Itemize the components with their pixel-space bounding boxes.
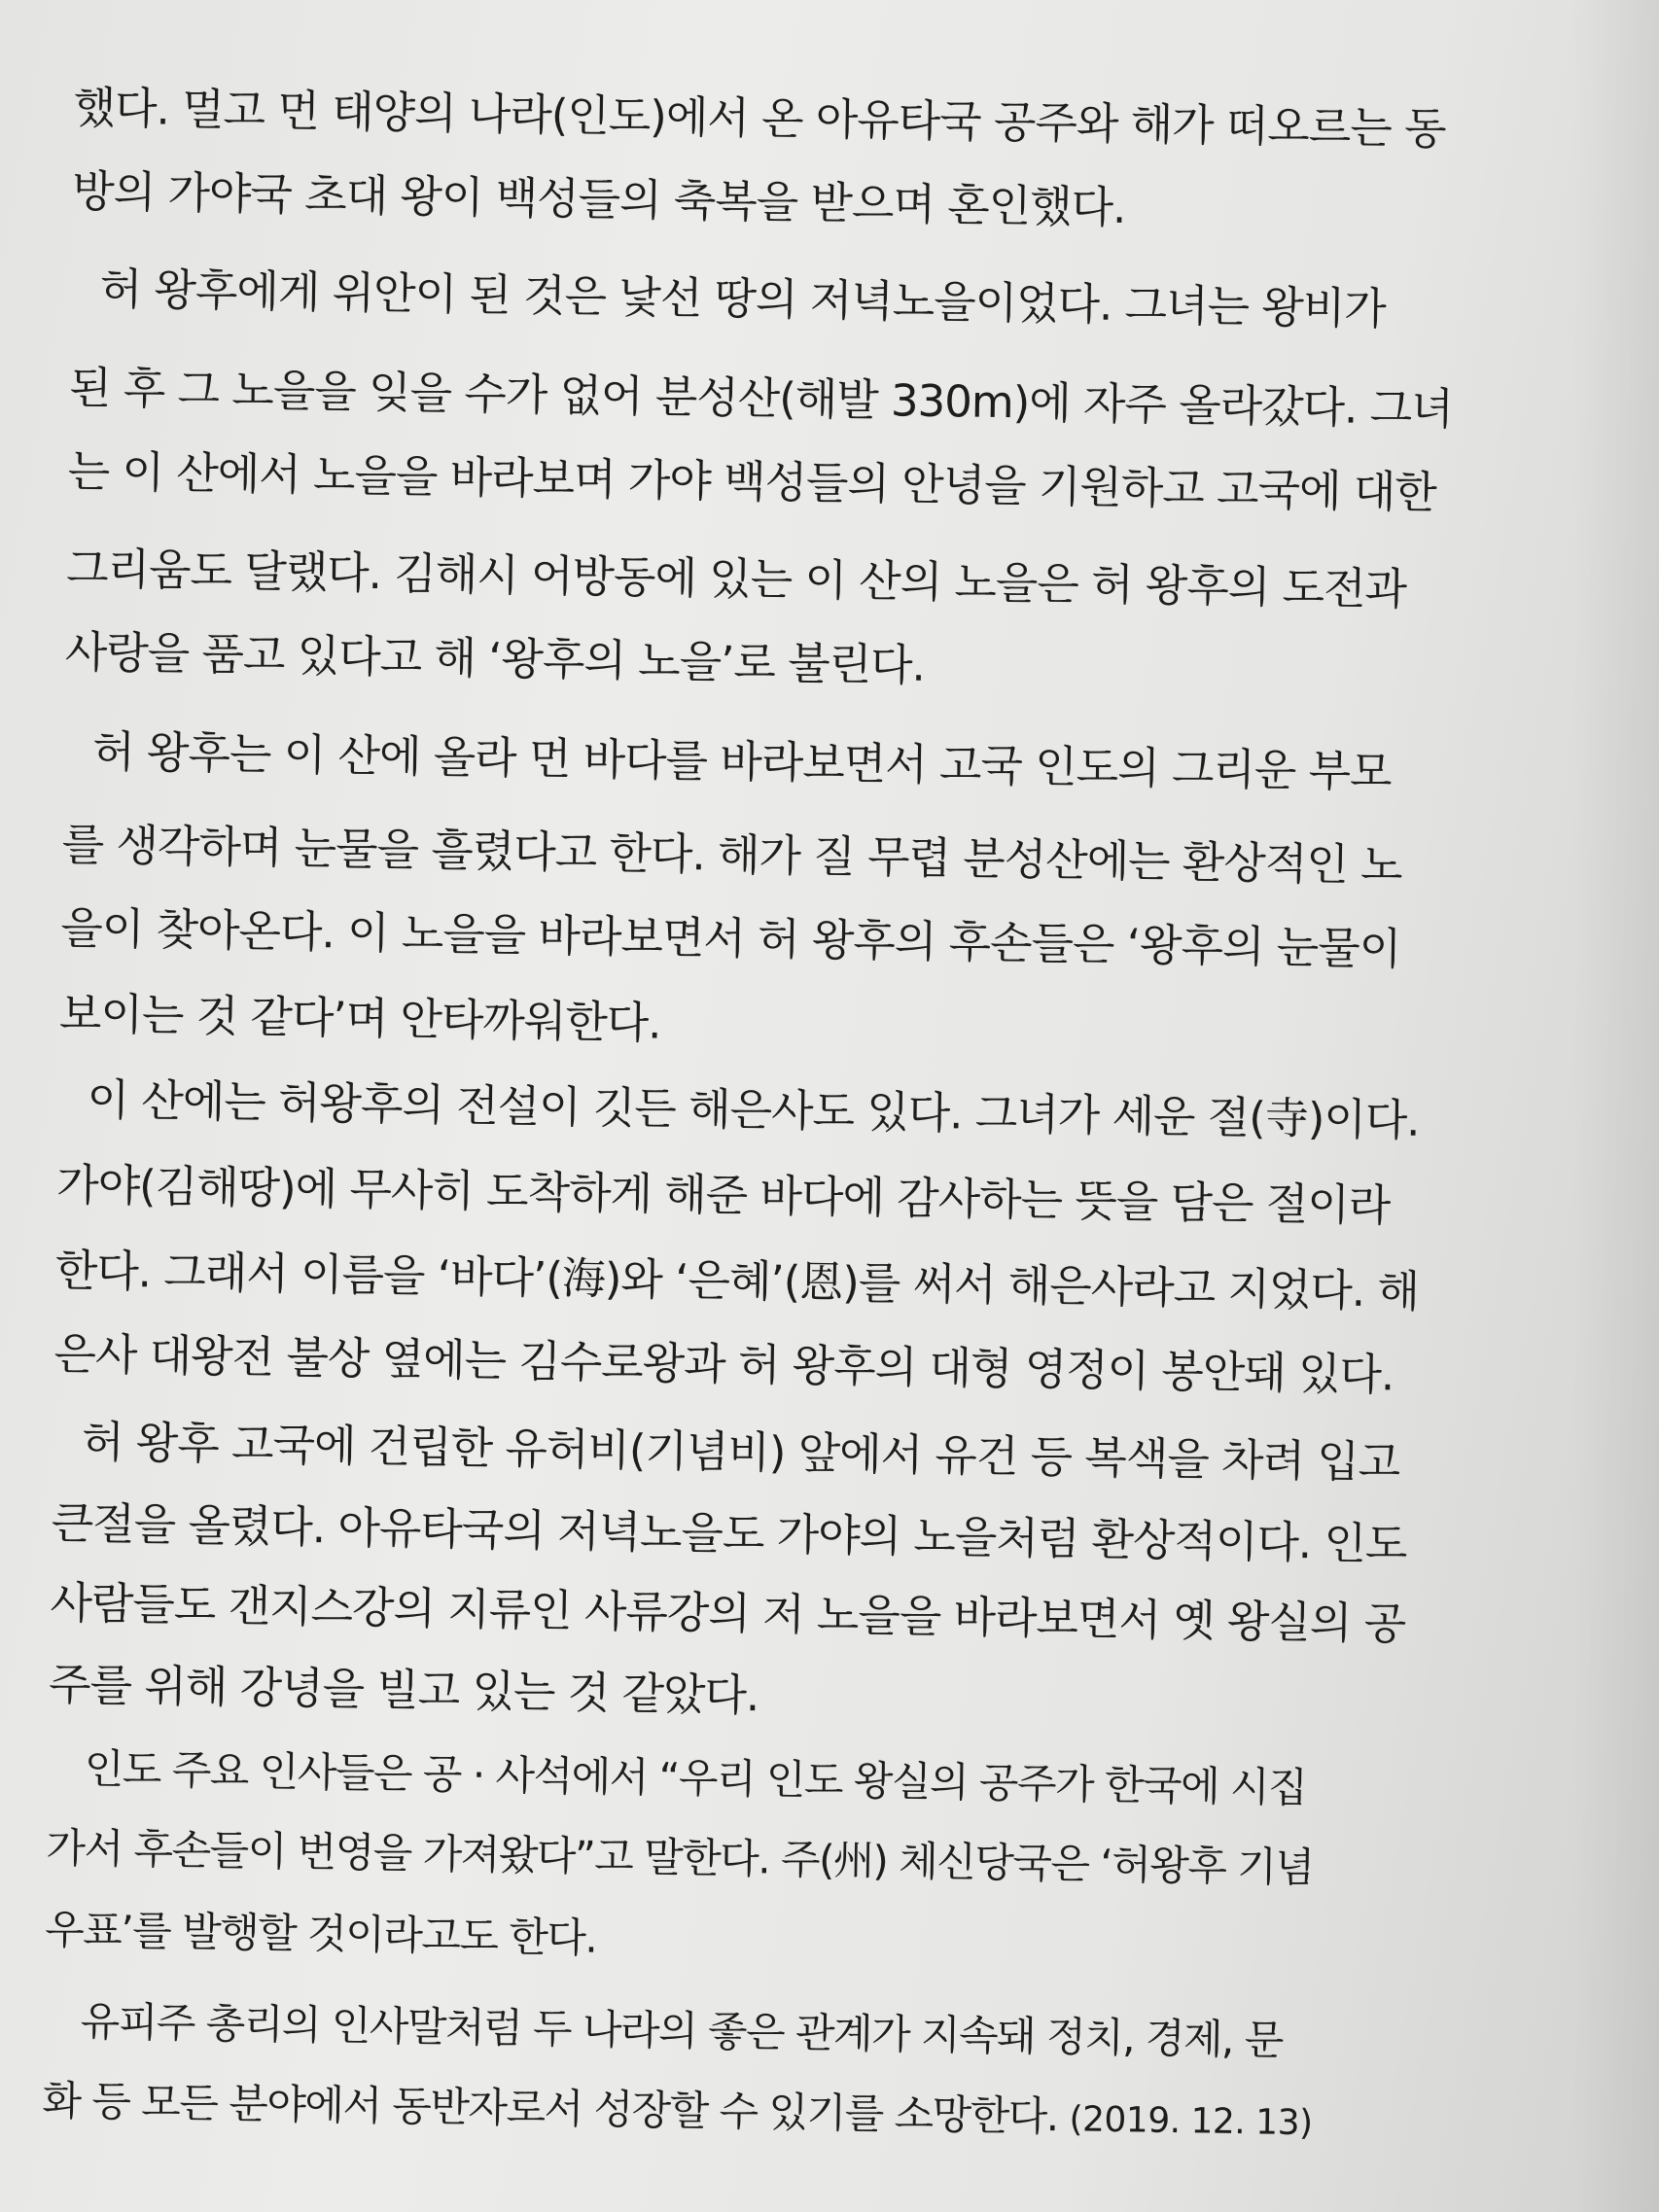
text-line-4: 된 후 그 노을을 잊을 수가 없어 분성산(해발 330m)에 자주 올라갔다. 그녀	[68, 361, 1454, 436]
text-line-15: 은사 대왕전 불상 옆에는 김수로왕과 허 왕후의 대형 영정이 봉안돼 있다.	[53, 1327, 1394, 1401]
text-line-22: 우표’를 발행할 것이라고도 한다.	[44, 1905, 597, 1962]
text-line-7: 사랑을 품고 있다고 해 ‘왕후의 노을’로 불린다.	[64, 625, 926, 691]
body-text	[42, 82, 1610, 2144]
text-line-23: 유피주 총리의 인사말처럼 두 나라의 좋은 관계가 지속돼 정치, 경제, 문	[80, 1997, 1284, 2064]
text-line-11: 보이는 것 같다’며 안타까워한다.	[58, 987, 661, 1049]
text-line-13: 가야(김해땅)에 무사히 도착하게 해준 바다에 감사하는 뜻을 담은 절이라	[55, 1158, 1391, 1232]
text-line-9: 를 생각하며 눈물을 흘렸다고 한다. 해가 질 무렵 분성산에는 환상적인 노	[61, 818, 1402, 892]
text-line-10: 을이 찾아온다. 이 노을을 바라보면서 허 왕후의 후손들은 ‘왕후의 눈물이	[59, 901, 1401, 975]
text-line-3: 허 왕후에게 위안이 된 것은 낯선 땅의 저녁노을이었다. 그녀는 왕비가	[99, 263, 1387, 335]
date-label: (2019. 12. 13)	[1069, 2099, 1313, 2144]
text-line-8: 허 왕후는 이 산에 올라 먼 바다를 바라보면서 고국 인도의 그리운 부모	[91, 725, 1393, 798]
page-shadow	[1571, 0, 1659, 2212]
text-line-14: 한다. 그래서 이름을 ‘바다’(海)와 ‘은혜’(恩)를 써서 해은사라고 지었다. 해	[54, 1244, 1420, 1317]
text-line-19: 주를 위해 강녕을 빌고 있는 것 같았다.	[48, 1658, 759, 1722]
text-line-5: 는 이 산에서 노을을 바라보며 가야 백성들의 안녕을 기원하고 고국에 대한	[67, 444, 1437, 519]
text-line-1: 했다. 멀고 먼 태양의 나라(인도)에서 온 아유타국 공주와 해가 떠오르는 동	[73, 82, 1446, 156]
text-line-2: 방의 가야국 초대 왕이 백성들의 축복을 받으며 혼인했다.	[71, 164, 1126, 233]
text-line-24	[42, 2076, 1313, 2144]
text-line-18: 사람들도 갠지스강의 지류인 사류강의 저 노을을 바라보면서 옛 왕실의 공	[50, 1576, 1406, 1650]
text-line-17: 큰절을 올렸다. 아유타국의 저녁노을도 가야의 노을처럼 환상적이다. 인도	[51, 1496, 1407, 1570]
text-line-16: 허 왕후 고국에 건립한 유허비(기념비) 앞에서 유건 등 복색을 차려 입고	[81, 1416, 1400, 1489]
text-line-6: 그리움도 달랬다. 김해시 어방동에 있는 이 산의 노을은 허 왕후의 도전과	[65, 542, 1407, 615]
closing-sentence: 화 등 모든 분야에서 동반자로서 성장할 수 있기를 소망한다.	[42, 2076, 1059, 2141]
text-line-12: 이 산에는 허왕후의 전설이 깃든 해은사도 있다. 그녀가 세운 절(寺)이다.	[87, 1073, 1421, 1146]
text-line-21: 가서 후손들이 번영을 가져왔다”고 말한다. 주(州) 체신당국은 ‘허왕후 기념	[46, 1823, 1314, 1892]
text-line-20: 인도 주요 인사들은 공 · 사석에서 “우리 인도 왕실의 공주가 한국에 시집	[84, 1744, 1307, 1812]
